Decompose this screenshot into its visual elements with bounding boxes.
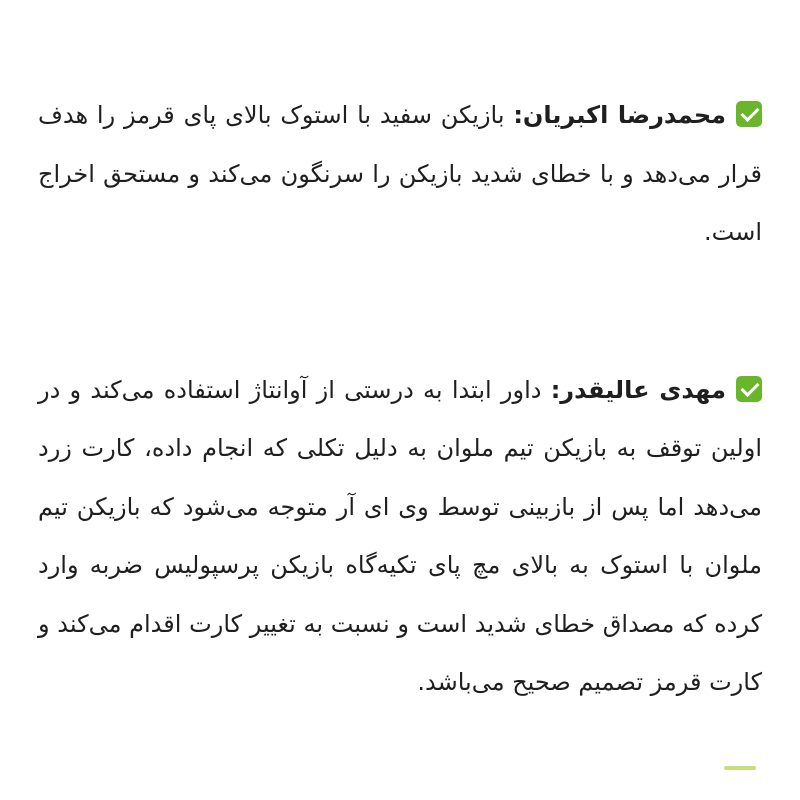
opinion-paragraph-alighadr bbox=[38, 361, 762, 712]
opinion-text: داور ابتدا به درستی از آوانتاژ استفاده می‌کند و در اولین توقف به بازیکن تیم ملوان به دلیل تکلی که انجام داده، کارت زرد می‌دهد اما پس از بازبینی توسط وی ای آر متوجه می‌شود که بازیکن تیم ملوان با استوک به بالای مچ پای تکیه‌گاه بازیکن پرسپولیس ضربه وارد کرده که مصداق خطای شدید است و نسبت به تغییر کارت اقدام می‌کند و کارت قرمز تصمیم صحیح می‌باشد. bbox=[38, 375, 762, 696]
check-mark-icon bbox=[736, 101, 762, 127]
opinion-paragraph-akbarian bbox=[38, 86, 762, 262]
article-body bbox=[38, 86, 762, 712]
accent-divider bbox=[724, 766, 756, 770]
opinion-text: بازیکن سفید با استوک بالای پای قرمز را هدف قرار می‌دهد و با خطای شدید بازیکن را سرنگون می‌کند و مستحق اخراج است. bbox=[38, 101, 762, 246]
check-mark-icon bbox=[736, 376, 762, 402]
referee-expert-name: مهدی عالیقدر: bbox=[550, 375, 726, 404]
referee-expert-name: محمدرضا اکبریان: bbox=[513, 101, 726, 129]
